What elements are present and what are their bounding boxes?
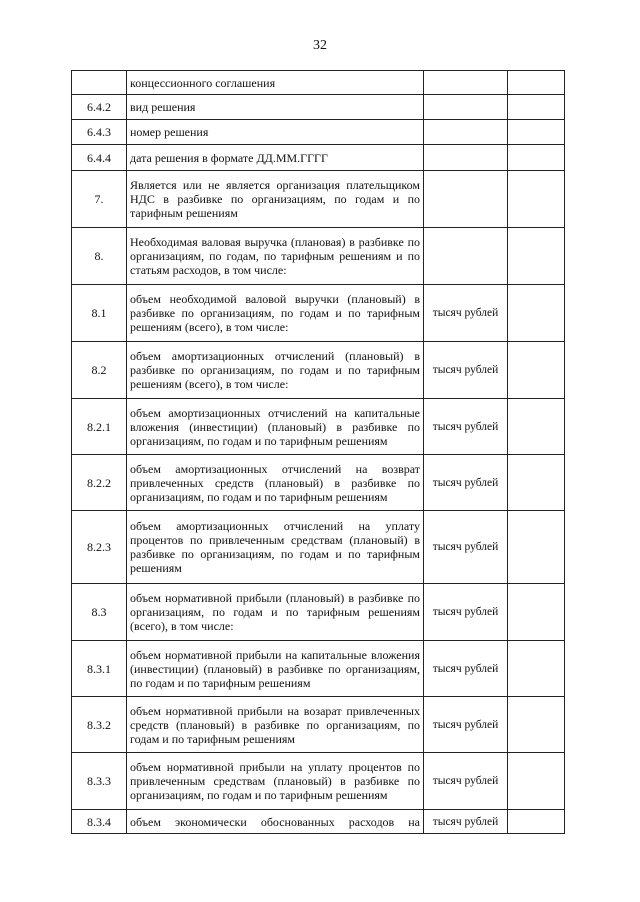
row-value-cell (508, 95, 565, 120)
row-value-cell (508, 697, 565, 753)
row-description: объем нормативной прибыли на капитальные вложения (инвестиции) (плановый) в разбивке по организациям, по годам и по тарифным решениям (127, 641, 424, 697)
row-unit: тысяч рублей (424, 342, 508, 399)
row-description: объем нормативной прибыли на возарат привлеченных средств (плановый) в разбивке по организациям, по годам и по тарифным решениям (127, 697, 424, 753)
row-unit: тысяч рублей (424, 285, 508, 342)
row-unit (424, 171, 508, 228)
row-unit (424, 228, 508, 285)
table-row (72, 145, 565, 171)
row-description: объем необходимой валовой выручки (плановый) в разбивке по организациям, по годам и по тарифным решениям (всего), в том числе: (127, 285, 424, 342)
row-unit: тысяч рублей (424, 511, 508, 584)
data-table (71, 70, 565, 834)
row-value-cell (508, 228, 565, 285)
row-value-cell (508, 171, 565, 228)
row-value-cell (508, 145, 565, 171)
row-value-cell (508, 584, 565, 641)
table-row (72, 511, 565, 584)
row-number: 8.3 (72, 584, 127, 641)
table-row (72, 455, 565, 511)
row-number: 8.3.1 (72, 641, 127, 697)
row-description: объем амортизационных отчислений на возврат привлеченных средств (плановый) в разбивке по организациям, по годам и по тарифным решениям (127, 455, 424, 511)
row-unit: тысяч рублей (424, 584, 508, 641)
row-value-cell (508, 71, 565, 95)
table-row (72, 697, 565, 753)
row-description: объем нормативной прибыли на уплату процентов по привлеченным средствам (плановый) в разбивке по организациям, по годам и по тарифным решениям (127, 753, 424, 810)
row-value-cell (508, 511, 565, 584)
row-number: 8.2.1 (72, 399, 127, 455)
row-unit: тысяч рублей (424, 641, 508, 697)
row-number: 8.2.2 (72, 455, 127, 511)
table-row (72, 95, 565, 120)
row-number: 6.4.4 (72, 145, 127, 171)
table-row (72, 171, 565, 228)
row-value-cell (508, 399, 565, 455)
row-value-cell (508, 342, 565, 399)
row-unit: тысяч рублей (424, 753, 508, 810)
table-row (72, 753, 565, 810)
row-value-cell (508, 641, 565, 697)
row-number: 8.2.3 (72, 511, 127, 584)
table-row (72, 810, 565, 834)
row-value-cell (508, 120, 565, 145)
row-number: 6.4.2 (72, 95, 127, 120)
row-number: 8. (72, 228, 127, 285)
table-row (72, 584, 565, 641)
row-description: номер решения (127, 120, 424, 145)
row-unit: тысяч рублей (424, 697, 508, 753)
page-number: 32 (313, 38, 327, 53)
row-description: объем нормативной прибыли (плановый) в разбивке по организациям, по годам и по тарифным решениям (всего), в том числе: (127, 584, 424, 641)
row-number: 6.4.3 (72, 120, 127, 145)
row-value-cell (508, 753, 565, 810)
table-row (72, 120, 565, 145)
row-number: 7. (72, 171, 127, 228)
row-description: Является или не является организация плательщиком НДС в разбивке по организациям, по годам и по тарифным решениям (127, 171, 424, 228)
row-description: дата решения в формате ДД.ММ.ГГГГ (127, 145, 424, 171)
table-row (72, 342, 565, 399)
row-unit: тысяч рублей (424, 810, 508, 834)
row-description: объем экономически обоснованных расходов на (127, 810, 424, 834)
row-description: вид решения (127, 95, 424, 120)
row-unit (424, 95, 508, 120)
row-unit: тысяч рублей (424, 455, 508, 511)
row-number: 8.2 (72, 342, 127, 399)
table-row (72, 399, 565, 455)
row-value-cell (508, 455, 565, 511)
row-description: объем амортизационных отчислений (плановый) в разбивке по организациям, по годам и по тарифным решениям (всего), в том числе: (127, 342, 424, 399)
table-row (72, 71, 565, 95)
row-value-cell (508, 810, 565, 834)
row-number: 8.3.3 (72, 753, 127, 810)
row-description: концессионного соглашения (127, 71, 424, 95)
row-number: 8.3.4 (72, 810, 127, 834)
row-number: 8.1 (72, 285, 127, 342)
row-value-cell (508, 285, 565, 342)
row-description: Необходимая валовая выручка (плановая) в разбивке по организациям, по годам, по тарифным решениям и по статьям расходов, в том числе: (127, 228, 424, 285)
row-description: объем амортизационных отчислений на капитальные вложения (инвестиции) (плановый) в разбивке по организациям, по годам и по тарифным решениям (127, 399, 424, 455)
table-row (72, 228, 565, 285)
table-row (72, 285, 565, 342)
row-unit (424, 71, 508, 95)
row-unit: тысяч рублей (424, 399, 508, 455)
row-number (72, 71, 127, 95)
row-unit (424, 120, 508, 145)
row-description: объем амортизационных отчислений на уплату процентов по привлеченным средствам (плановый) в разбивке по организациям, по годам и по тарифным решениям (127, 511, 424, 584)
row-unit (424, 145, 508, 171)
table-row (72, 641, 565, 697)
row-number: 8.3.2 (72, 697, 127, 753)
